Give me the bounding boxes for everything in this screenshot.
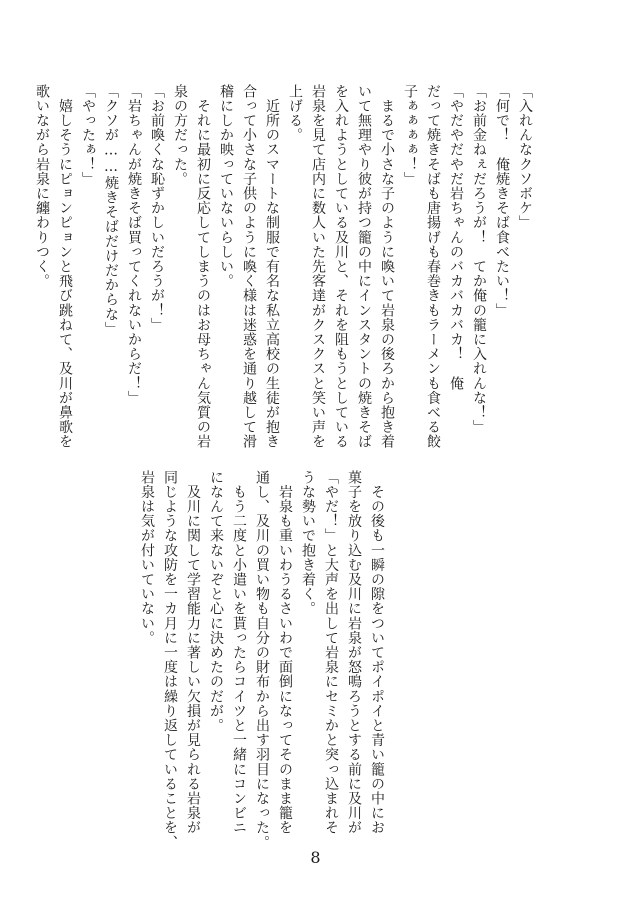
text-line: 通し、及川の買い物も自分の財布から出す羽目になった。	[254, 470, 270, 850]
text-line: 嬉しそうにピョンピョンと飛び跳ねて、及川が鼻歌を	[57, 84, 73, 449]
text-line: 岩泉は気が付いていない。	[139, 470, 155, 646]
text-line: 「何で！ 俺焼きそば食べたい！」	[494, 84, 510, 318]
text-line: 合って小さな子供のように喚く様は迷惑を通り越して滑	[241, 84, 257, 449]
text-line: もう二度と小遣いを貰ったらコイツと一緒にコンビニ	[231, 470, 247, 835]
text-line: 「やだやだやだ岩ちゃんのバカバカバカ！ 俺	[448, 84, 464, 391]
text-line: 及川に関して学習能力に著しい欠損が見られる岩泉が	[185, 470, 201, 835]
text-line: 「岩ちゃんが焼きそば買ってくれないからだ！」	[126, 84, 142, 406]
text-line: 「お前喚くな恥ずかしいだろうが！」	[149, 84, 165, 333]
text-line: 近所のスマートな制服で有名な私立高校の生徒が抱き	[264, 84, 280, 449]
lower-text-block	[135, 470, 388, 850]
text-line: 上げる。	[287, 84, 303, 143]
text-line: 稽にしか映っていないらしい。	[218, 84, 234, 289]
text-line: 泉の方だった。	[172, 84, 188, 187]
upper-text-block	[30, 84, 536, 464]
text-line: を入れようとしている及川と、それを阻もうとしている	[333, 84, 349, 449]
text-line: 子ぁぁぁぁ！」	[402, 84, 418, 187]
text-line: だって焼きそばも唐揚げも春巻きもラーメンも食べる餃	[425, 84, 441, 449]
text-line: になんて来ないぞと心に決めたのだが。	[208, 470, 224, 733]
page-number: 8	[310, 848, 321, 867]
text-line: 「やったぁ！」	[80, 84, 96, 187]
text-line: まるで小さな子のように喚いて岩泉の後ろから抱き着	[379, 84, 395, 449]
text-line: 岩泉も重いわうるさいわで面倒になってそのまま籠を	[277, 470, 293, 835]
text-line: それに最初に反応してしまうのはお母ちゃん気質の岩	[195, 84, 211, 449]
text-line: 「やだ！」と大声を出して岩泉にセミかと突っ込まれそ	[323, 470, 339, 835]
text-line: いて無理やり彼が持つ籠の中にインスタントの焼きそば	[356, 84, 372, 449]
text-line: 同じような攻防を一カ月に一度は繰り返していることを、	[162, 470, 178, 850]
text-line: うな勢いで抱き着く。	[300, 470, 316, 616]
text-line: 歌いながら岩泉に纏わりつく。	[34, 84, 50, 289]
text-line: 岩泉を見て店内に数人いた先客達がクスクスと笑い声を	[310, 84, 326, 449]
text-line: 「お前金ねぇだろうが！ てか俺の籠に入れんな！」	[471, 84, 487, 435]
text-line: 菓子を放り込む及川に岩泉が怒鳴ろうとする前に及川が	[346, 470, 362, 835]
text-line: 「クソが……焼きそばだけだからな」	[103, 84, 119, 337]
text-line: その後も一瞬の隙をついてポイポイと青い籠の中にお	[369, 470, 385, 835]
text-line: 「入れんなクソボケ」	[517, 84, 533, 230]
